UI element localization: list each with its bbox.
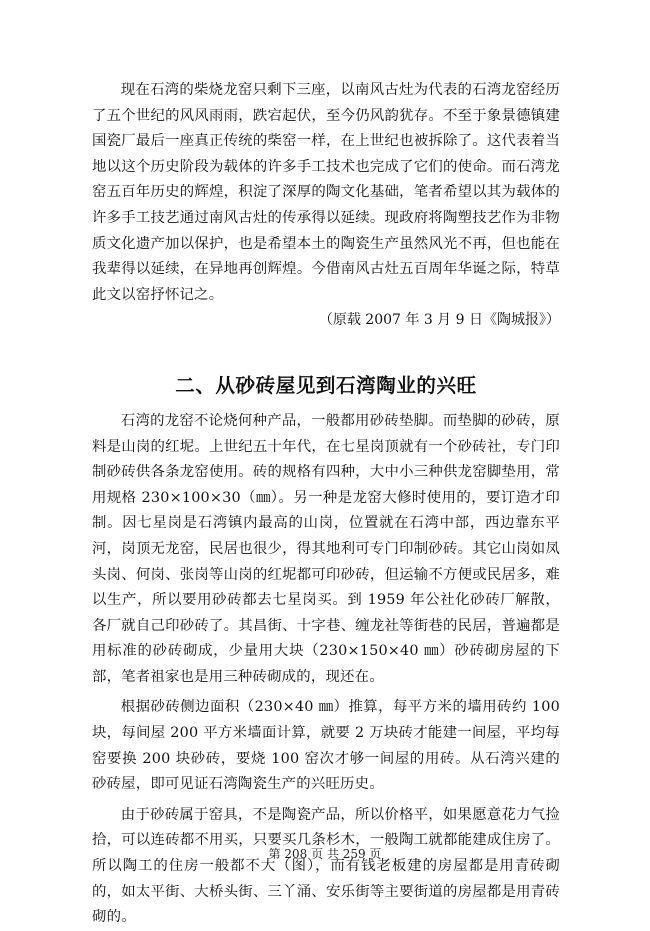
paragraph-intro: 现在石湾的柴烧龙窑只剩下三座，以南风古灶为代表的石湾龙窑经历了五个世纪的风风雨雨，跌宕起伏，至今仍风韵犹存。不至于象景德镇建国瓷厂最后一座真正传统的柴窑一样，在上世纪也被拆除了。这代表着当地以这个历史阶段为载体的许多手工技术也完成了它们的使命。而石湾龙窑五百年历史的辉煌，积淀了深厚的陶文化基础，笔者希望以其为载体的许多手工技艺通过南风古灶的传承得以延续。现政府将陶塑技艺作为非物质文化遗产加以保护，也是希望本土的陶瓷生产虽然风光不再，但也能在我辈得以延续，在异地再创辉煌。今借南风古灶五百周年华诞之际，特草此文以窑抒怀记之。 [92,82,560,303]
section-heading: 二、从砂砖屋见到石湾陶业的兴旺 [175,373,477,397]
paragraph-brick-calculation: 根据砂砖侧边面积（230×40 ㎜）推算，每平方米的墙用砖约 100 块，每间屋 200 平方米墙面计算，就要 2 万块砖才能建一间屋，平均每窑要换 200 块砂砖，要烧 100 窑次才够一间屋的用砖。从石湾兴建的砂砖屋，即可见证石湾陶瓷生产的兴旺历史。 [92,699,560,793]
page-content [92,78,560,931]
paragraph-worker-housing: 由于砂砖属于窑具，不是陶瓷产品，所以价格平，如果愿意花力气捡拾，可以连砖都不用买，只要买几条杉木，一般陶工就都能建成住房了。所以陶工的住房一般都不大（图），而有钱老板建的房屋都是用青砖砌的，如太平街、大桥头街、三丫涌、安乐街等主要街道的房屋都是用青砖砌的。 [92,806,560,926]
paragraph-sand-brick-origin: 石湾的龙窑不论烧何种产品，一般都用砂砖垫脚。而垫脚的砂砖，原料是山岗的红坭。上世纪五十年代，在七星岗顶就有一个砂砖社，专门印制砂砖供各条龙窑使用。砖的规格有四种，大中小三种供龙窑脚垫用，常用规格 230×100×30（㎜）。另一种是龙窑大修时使用的，要订造才印制。因七星岗是石湾镇内最高的山岗，位置就在石湾中部，西边靠东平河，岗顶无龙窑，民居也很少，得其地利可专门印制砂砖。其它山岗如凤头岗、何岗、张岗等山岗的红坭都可印砂砖，但运输不方便或民居多，难以生产，所以要用砂砖都去七星岗买。到 1959 年公社化砂砖厂解散，各厂就自己印砂砖了。其昌街、十字巷、缠龙社等街巷的民居，普遍都是用标准的砂砖砌成，少量用大块（230×150×40 ㎜）砂砖砌房屋的下部，笔者祖家也是用三种砖砌成的，现还在。 [92,412,560,685]
page-number-footer: 第 208 页 共 259 页 [268,847,382,861]
source-citation: （原载 2007 年 3 月 9 日《陶城报》） [318,312,560,329]
